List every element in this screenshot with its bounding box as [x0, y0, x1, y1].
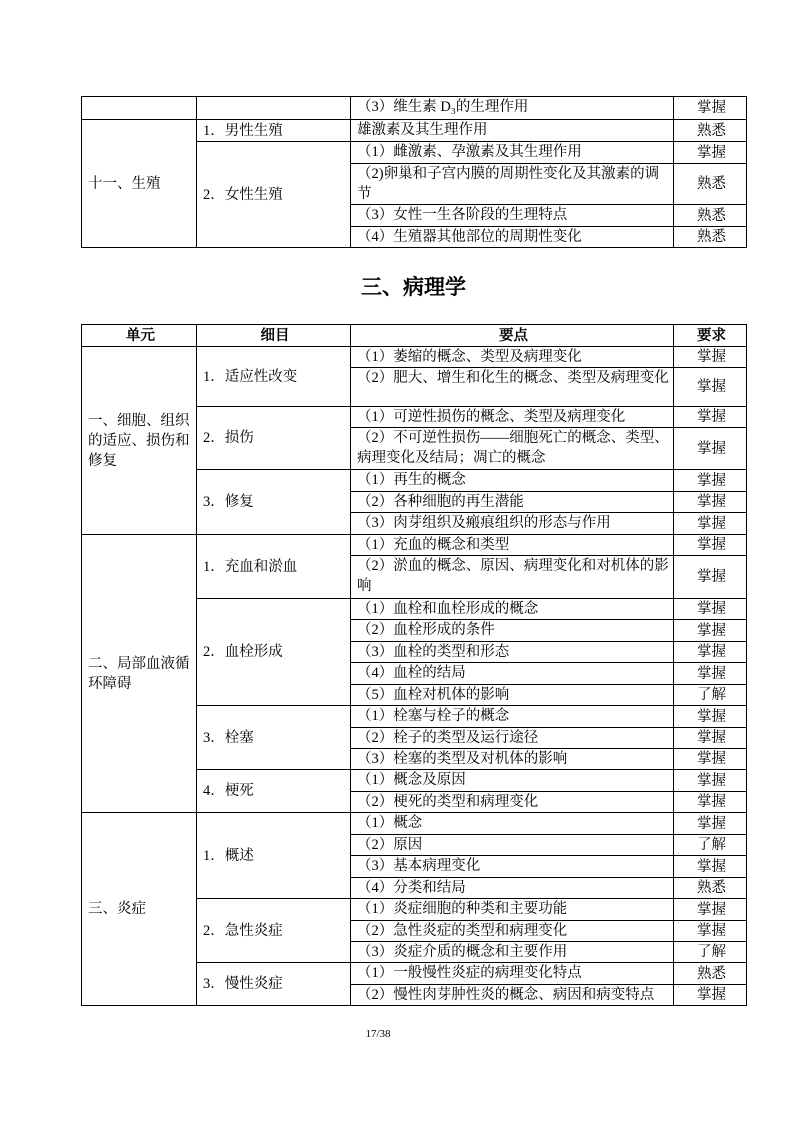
requirement-cell: 掌握 — [674, 728, 747, 749]
requirement-cell: 熟悉 — [674, 205, 747, 227]
point-cell: （1）栓塞与栓子的概念 — [351, 706, 674, 728]
requirement-cell: 掌握 — [674, 899, 747, 921]
requirement-cell: 掌握 — [674, 428, 747, 470]
item-cell: 1．充血和淤血 — [197, 535, 351, 599]
table-row — [82, 120, 747, 142]
point-cell: （2）原因 — [351, 835, 674, 856]
point-cell: （1）充血的概念和类型 — [351, 535, 674, 556]
point-cell: （3）基本病理变化 — [351, 856, 674, 878]
item-cell: 1．概述 — [197, 813, 351, 899]
physiology-table-continued — [81, 96, 747, 248]
requirement-cell: 熟悉 — [674, 878, 747, 899]
table-row — [82, 813, 747, 835]
point-cell: （3）女性一生各阶段的生理特点 — [351, 205, 674, 227]
requirement-cell: 了解 — [674, 685, 747, 706]
point-cell: （1）炎症细胞的种类和主要功能 — [351, 899, 674, 921]
requirement-cell: 掌握 — [674, 620, 747, 642]
pathology-table — [81, 324, 747, 1006]
requirement-cell: 掌握 — [674, 470, 747, 492]
point-cell: （2）肥大、增生和化生的概念、类型及病理变化 — [351, 368, 674, 407]
point-cell: （2）不可逆性损伤——细胞死亡的概念、类型、病理变化及结局；凋亡的概念 — [351, 428, 674, 470]
item-cell: 3．栓塞 — [197, 706, 351, 770]
requirement-cell: 掌握 — [674, 535, 747, 556]
item-cell: 4．梗死 — [197, 770, 351, 813]
page-number: 17/38 — [365, 1028, 391, 1040]
point-cell: （2）各种细胞的再生潜能 — [351, 492, 674, 513]
requirement-cell: 掌握 — [674, 368, 747, 407]
requirement-cell: 掌握 — [674, 513, 747, 535]
requirement-cell: 掌握 — [674, 856, 747, 878]
point-cell: （1）血栓和血栓形成的概念 — [351, 599, 674, 620]
point-cell: （4）分类和结局 — [351, 878, 674, 899]
requirement-cell: 掌握 — [674, 921, 747, 942]
item-cell: 1．适应性改变 — [197, 347, 351, 407]
table-header-row — [82, 325, 747, 347]
point-cell: （2）急性炎症的类型和病理变化 — [351, 921, 674, 942]
point-cell: （1）概念及原因 — [351, 770, 674, 792]
item-cell: 3．慢性炎症 — [197, 963, 351, 1006]
item-cell: 3．修复 — [197, 470, 351, 535]
unit-cell: 十一、生殖 — [82, 120, 197, 248]
point-cell: （3）肉芽组织及瘢痕组织的形态与作用 — [351, 513, 674, 535]
point-cell: （3）栓塞的类型及对机体的影响 — [351, 749, 674, 770]
point-cell: （2）淤血的概念、原因、病理变化和对机体的影响 — [351, 556, 674, 599]
requirement-cell: 了解 — [674, 835, 747, 856]
requirement-cell: 掌握 — [674, 142, 747, 164]
table-row — [82, 535, 747, 556]
requirement-cell: 掌握 — [674, 985, 747, 1006]
section-title: 三、病理学 — [361, 275, 466, 299]
requirement-cell: 掌握 — [674, 347, 747, 368]
header-point: 要点 — [351, 325, 674, 347]
point-cell: （2）血栓形成的条件 — [351, 620, 674, 642]
point-cell: （5）血栓对机体的影响 — [351, 685, 674, 706]
item-cell — [197, 97, 351, 120]
unit-cell: 三、炎症 — [82, 813, 197, 1006]
requirement-cell: 熟悉 — [674, 227, 747, 248]
point-cell: （4）血栓的结局 — [351, 663, 674, 685]
point-cell: （1）概念 — [351, 813, 674, 835]
unit-cell: 二、局部血液循环障碍 — [82, 535, 197, 813]
point-cell: （3）维生素 D₃的生理作用 — [351, 97, 674, 120]
item-cell: 2．损伤 — [197, 407, 351, 470]
requirement-cell: 熟悉 — [674, 963, 747, 985]
requirement-cell: 掌握 — [674, 706, 747, 728]
point-cell: （2)卵巢和子宫内膜的周期性变化及其激素的调节 — [351, 164, 674, 205]
requirement-cell: 掌握 — [674, 642, 747, 663]
requirement-cell: 熟悉 — [674, 120, 747, 142]
point-cell: （4）生殖器其他部位的周期性变化 — [351, 227, 674, 248]
requirement-cell: 掌握 — [674, 792, 747, 813]
header-unit: 单元 — [82, 325, 197, 347]
requirement-cell: 掌握 — [674, 663, 747, 685]
requirement-cell: 掌握 — [674, 492, 747, 513]
requirement-cell: 掌握 — [674, 599, 747, 620]
requirement-cell: 掌握 — [674, 556, 747, 599]
point-cell: （1）可逆性损伤的概念、类型及病理变化 — [351, 407, 674, 428]
table-row — [82, 97, 747, 120]
requirement-cell: 掌握 — [674, 813, 747, 835]
item-cell: 2．女性生殖 — [197, 142, 351, 248]
item-cell: 1．男性生殖 — [197, 120, 351, 142]
item-cell: 2．血栓形成 — [197, 599, 351, 706]
requirement-cell: 掌握 — [674, 407, 747, 428]
point-cell: （1）雌激素、孕激素及其生理作用 — [351, 142, 674, 164]
point-cell: （3）炎症介质的概念和主要作用 — [351, 942, 674, 963]
requirement-cell: 熟悉 — [674, 164, 747, 205]
point-cell: 雄激素及其生理作用 — [351, 120, 674, 142]
requirement-cell: 掌握 — [674, 97, 747, 120]
unit-cell: 一、细胞、组织的适应、损伤和修复 — [82, 347, 197, 535]
requirement-cell: 了解 — [674, 942, 747, 963]
point-cell: （2）慢性肉芽肿性炎的概念、病因和病变特点 — [351, 985, 674, 1006]
point-cell: （1）萎缩的概念、类型及病理变化 — [351, 347, 674, 368]
item-cell: 2．急性炎症 — [197, 899, 351, 963]
unit-cell — [82, 97, 197, 120]
point-cell: （2）栓子的类型及运行途径 — [351, 728, 674, 749]
header-item: 细目 — [197, 325, 351, 347]
requirement-cell: 掌握 — [674, 749, 747, 770]
requirement-cell: 掌握 — [674, 770, 747, 792]
point-cell: （1）一般慢性炎症的病理变化特点 — [351, 963, 674, 985]
point-cell: （2）梗死的类型和病理变化 — [351, 792, 674, 813]
table-row — [82, 347, 747, 368]
header-requirement: 要求 — [674, 325, 747, 347]
point-cell: （1）再生的概念 — [351, 470, 674, 492]
point-cell: （3）血栓的类型和形态 — [351, 642, 674, 663]
